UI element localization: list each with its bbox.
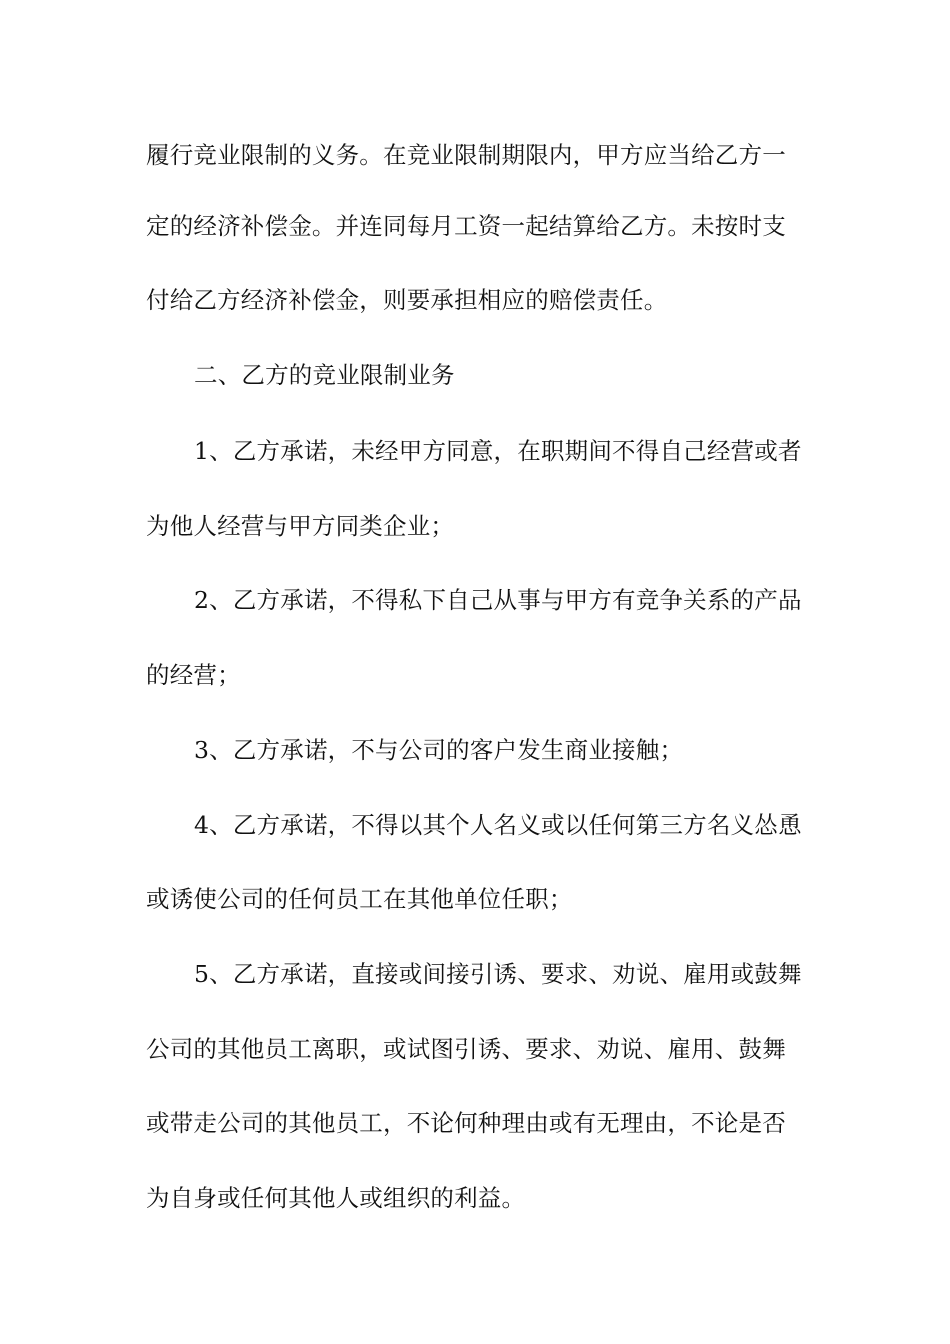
text-line: 5、乙方承诺，直接或间接引诱、要求、劝说、雇用或鼓舞 <box>194 960 802 988</box>
text-line: 或诱使公司的任何员工在其他单位任职； <box>146 885 573 913</box>
text-line: 的经营； <box>146 661 241 689</box>
text-line: 定的经济补偿金。并连同每月工资一起结算给乙方。未按时支 <box>146 212 786 240</box>
text-line: 履行竞业限制的义务。在竞业限制期限内，甲方应当给乙方一 <box>146 141 786 169</box>
text-line: 或带走公司的其他员工，不论何种理由或有无理由，不论是否 <box>146 1109 786 1137</box>
text-line: 公司的其他员工离职，或试图引诱、要求、劝说、雇用、鼓舞 <box>146 1035 786 1063</box>
text-line: 4、乙方承诺，不得以其个人名义或以任何第三方名义怂恿 <box>194 811 802 839</box>
section-heading: 二、乙方的竞业限制业务 <box>194 361 455 389</box>
text-line: 为自身或任何其他人或组织的利益。 <box>146 1184 526 1212</box>
text-line: 3、乙方承诺，不与公司的客户发生商业接触； <box>194 736 684 764</box>
text-line: 1、乙方承诺，未经甲方同意，在职期间不得自己经营或者 <box>194 437 802 465</box>
text-line: 为他人经营与甲方同类企业； <box>146 512 455 540</box>
text-line: 2、乙方承诺，不得私下自己从事与甲方有竞争关系的产品 <box>194 586 802 614</box>
text-line: 付给乙方经济补偿金，则要承担相应的赔偿责任。 <box>146 286 668 314</box>
